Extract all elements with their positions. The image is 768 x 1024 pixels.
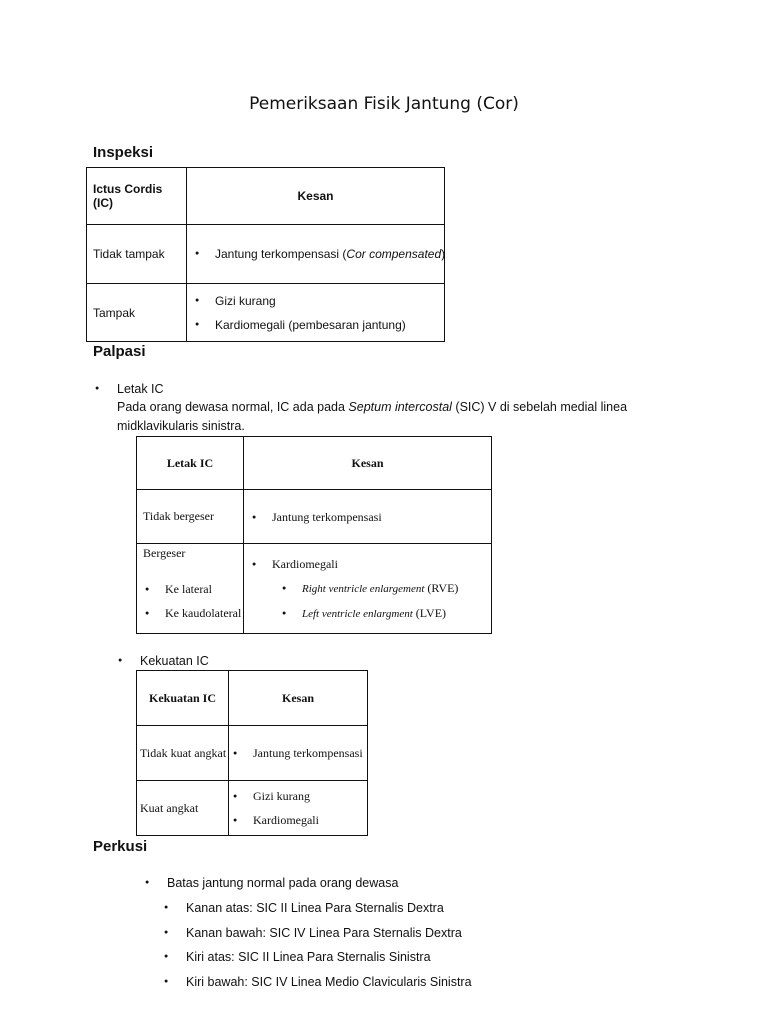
table-header-cell: Letak IC xyxy=(137,437,244,490)
letak-description: Pada orang dewasa normal, IC ada pada Septum intercostal (SIC) V di sebelah medial linea xyxy=(117,400,628,414)
row-kesan xyxy=(187,225,445,284)
table-header-cell: Kesan xyxy=(244,437,492,490)
list-item: ● Kardiomegali xyxy=(231,808,365,832)
page-title: Pemeriksaan Fisik Jantung (Cor) xyxy=(249,94,519,114)
list-item: ● Right ventricle enlargement (RVE) xyxy=(250,576,485,601)
row-label: Kuat angkat xyxy=(137,781,229,836)
table-row xyxy=(137,490,492,544)
table-row xyxy=(87,225,445,284)
row-label: Tidak bergeser xyxy=(137,490,244,544)
section-heading-inspeksi: Inspeksi xyxy=(93,144,154,161)
row-label: Bergeser ● Ke lateral ● Ke kaudolateral xyxy=(137,544,244,634)
list-item: ● Kanan bawah: SIC IV Linea Para Sternalis Dextra xyxy=(186,924,462,942)
list-item: ● Kanan atas: SIC II Linea Para Sternalis Dextra xyxy=(186,899,444,917)
list-item: ● Left ventricle enlargment (LVE) xyxy=(250,601,485,626)
list-item: ● Jantung terkompensasi xyxy=(250,505,485,529)
list-item: ● Gizi kurang xyxy=(231,784,365,808)
list-item: ● Kiri atas: SIC II Linea Para Sternalis Sinistra xyxy=(186,948,431,966)
table-header-cell: Ictus Cordis (IC) xyxy=(87,168,187,225)
row-label: Tidak tampak xyxy=(87,225,187,284)
bullet-batas-jantung: ● Batas jantung normal pada orang dewasa xyxy=(167,874,398,892)
table-header-row xyxy=(87,168,445,225)
list-item: ● Jantung terkompensasi (Cor compensated) xyxy=(193,242,438,266)
row-kesan xyxy=(244,544,492,634)
list-item: ● Kardiomegali (pembesaran jantung) xyxy=(193,313,438,337)
row-kesan xyxy=(229,781,368,836)
row-kesan xyxy=(187,284,445,342)
letak-ic-table xyxy=(136,436,492,634)
section-heading-perkusi: Perkusi xyxy=(93,838,148,855)
letak-description-line2: midklavikularis sinistra. xyxy=(117,419,245,433)
row-label: Tidak kuat angkat xyxy=(137,726,229,781)
table-header-row xyxy=(137,671,368,726)
row-label: Tampak xyxy=(87,284,187,342)
kekuatan-ic-table xyxy=(136,670,368,836)
table-row xyxy=(137,781,368,836)
table-row xyxy=(137,544,492,634)
table-header-cell: Kesan xyxy=(229,671,368,726)
bullet-kekuatan-ic: ● Kekuatan IC xyxy=(140,652,209,670)
list-item: ● Kardiomegali xyxy=(250,552,485,576)
list-item: ● Kiri bawah: SIC IV Linea Medio Clavicularis Sinistra xyxy=(186,973,472,991)
list-item: ● Jantung terkompensasi xyxy=(231,741,365,765)
table-header-cell: Kesan xyxy=(187,168,445,225)
table-row xyxy=(137,726,368,781)
section-heading-palpasi: Palpasi xyxy=(93,343,146,360)
bullet-letak-ic: ● Letak IC xyxy=(117,380,164,398)
inspeksi-table xyxy=(86,167,445,342)
table-header-row xyxy=(137,437,492,490)
row-kesan xyxy=(229,726,368,781)
row-kesan xyxy=(244,490,492,544)
table-header-cell: Kekuatan IC xyxy=(137,671,229,726)
list-item: ● Ke kaudolateral xyxy=(143,601,237,625)
table-row xyxy=(87,284,445,342)
list-item: ● Ke lateral xyxy=(143,577,237,601)
list-item: ● Gizi kurang xyxy=(193,289,438,313)
